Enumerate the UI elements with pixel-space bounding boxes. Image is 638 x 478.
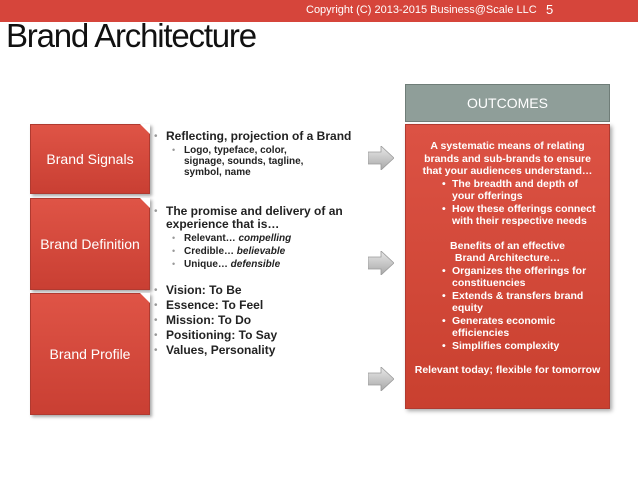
benefit-item: • Generates economic efficiencies — [406, 315, 609, 340]
outcomes-intro-point: • The breadth and depth of your offerings — [406, 178, 609, 203]
brand-signals-box — [30, 124, 150, 194]
signals-sub-bullet: • Logo, typeface, color, signage, sounds, tagline, symbol, name — [152, 145, 352, 178]
outcomes-closing: Relevant today; flexible for tomorrow — [414, 364, 601, 376]
outcomes-intro: A systematic means of relating brands and sub-brands to ensure that your audiences understand… — [422, 140, 593, 177]
profile-bullet: • Values, Personality — [152, 344, 352, 357]
right-arrow-icon — [368, 146, 394, 170]
copyright-text: Copyright (C) 2013-2015 Business@Scale LLC — [306, 4, 537, 16]
signals-main-bullet: • Reflecting, projection of a Brand — [152, 130, 352, 143]
benefit-item: • Extends & transfers brand equity — [406, 290, 609, 315]
brand-profile-box — [30, 293, 150, 415]
brand-profile-label: Brand Profile — [49, 346, 131, 362]
definition-main-bullet: • The promise and delivery of an experience that is… — [152, 205, 352, 231]
outcomes-intro-point: • How these offerings connect with their respective needs — [406, 203, 609, 228]
definition-sub-bullet: • Relevant… compelling — [152, 233, 352, 244]
definition-bullets — [152, 205, 352, 270]
brand-definition-label: Brand Definition — [40, 236, 140, 252]
right-arrow-icon — [368, 251, 394, 275]
signals-bullets — [152, 130, 352, 178]
brand-definition-box — [30, 198, 150, 290]
benefit-item: • Organizes the offerings for constituencies — [406, 265, 609, 290]
brand-signals-label: Brand Signals — [46, 151, 134, 167]
benefit-item: • Simplifies complexity — [406, 340, 609, 353]
slide-title: Brand Architecture — [6, 17, 256, 54]
profile-bullet: • Positioning: To Say — [152, 329, 352, 342]
profile-bullet: • Mission: To Do — [152, 314, 352, 327]
profile-bullets — [152, 284, 352, 359]
definition-sub-bullet: • Credible… believable — [152, 246, 352, 257]
definition-sub-bullet: • Unique… defensible — [152, 259, 352, 270]
outcomes-box — [405, 124, 610, 409]
profile-bullet: • Vision: To Be — [152, 284, 352, 297]
right-arrow-icon — [368, 367, 394, 391]
page-number: 5 — [546, 2, 554, 17]
profile-bullet: • Essence: To Feel — [152, 299, 352, 312]
outcomes-header: OUTCOMES — [405, 84, 610, 122]
benefits-title: Benefits of an effective Brand Architecture… — [450, 239, 565, 264]
